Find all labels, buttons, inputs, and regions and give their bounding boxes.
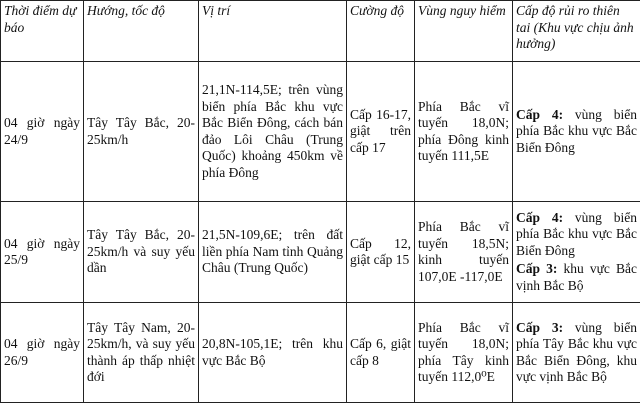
risk-entry (516, 320, 637, 386)
risk-level-label: Cấp 3: (516, 261, 557, 276)
header-row (1, 1, 640, 62)
danger-zone: Phía Bắc vĩ tuyến 18,5N; kinh tuyến 107,0E -117,0E (415, 202, 513, 303)
table-row (1, 62, 640, 202)
position: 21,5N-109,6E; trên đất liền phía Nam tỉnh Quảng Châu (Trung Quốc) (199, 202, 347, 303)
position: 21,1N-114,5E; trên vùng biển phía Bắc khu vực Bắc Biển Đông, cách bán đảo Lôi Châu (Trung Quốc) khoảng 450km về phía Đông (199, 62, 347, 202)
header-risk-level: Cấp độ rủi ro thiên tai (Khu vực chịu ảnh hưởng) (513, 1, 640, 62)
risk-entry (516, 107, 637, 157)
table-row (1, 303, 640, 403)
risk-level (513, 202, 640, 303)
intensity: Cấp 6, giật cấp 8 (347, 303, 415, 403)
danger-zone: Phía Bắc vĩ tuyến 18,0N; phía Đông kinh tuyến 111,5E (415, 62, 513, 202)
risk-level (513, 62, 640, 202)
risk-entry (516, 210, 637, 260)
direction-speed: Tây Tây Nam, 20-25km/h, và suy yếu thành áp thấp nhiệt đới (84, 303, 199, 403)
risk-entry (516, 261, 637, 294)
intensity: Cấp 16-17, giật trên cấp 17 (347, 62, 415, 202)
risk-level (513, 303, 640, 403)
header-intensity: Cường độ (347, 1, 415, 62)
header-position: Vị trí (199, 1, 347, 62)
risk-level-label: Cấp 4: (516, 107, 563, 122)
risk-level-label: Cấp 4: (516, 210, 563, 225)
danger-zone: Phía Bắc vĩ tuyến 18,0N; phía Tây kinh tuyến 112,0⁰E (415, 303, 513, 403)
forecast-time: 04 giờ ngày 24/9 (1, 62, 84, 202)
header-direction-speed: Hướng, tốc độ (84, 1, 199, 62)
header-danger-zone: Vùng nguy hiểm (415, 1, 513, 62)
risk-area: vùng biển phía Tây Bắc khu vực Bắc Biển Đông, khu vực vịnh Bắc Bộ (516, 320, 637, 385)
risk-area: vùng biển phía Bắc khu vực Bắc Biển Đông (516, 107, 637, 155)
intensity: Cấp 12, giật cấp 15 (347, 202, 415, 303)
direction-speed: Tây Tây Bắc, 20-25km/h (84, 62, 199, 202)
forecast-time: 04 giờ ngày 26/9 (1, 303, 84, 403)
forecast-time: 04 giờ ngày 25/9 (1, 202, 84, 303)
table-row (1, 202, 640, 303)
header-forecast-time: Thời điểm dự báo (1, 1, 84, 62)
risk-area: khu vực Bắc vịnh Bắc Bộ (516, 261, 637, 293)
position: 20,8N-105,1E; trên khu vực Bắc Bộ (199, 303, 347, 403)
direction-speed: Tây Tây Bắc, 20-25km/h và suy yếu dần (84, 202, 199, 303)
risk-level-label: Cấp 3: (516, 320, 563, 335)
risk-area: vùng biển phía Bắc khu vực Bắc Biển Đông (516, 210, 637, 258)
